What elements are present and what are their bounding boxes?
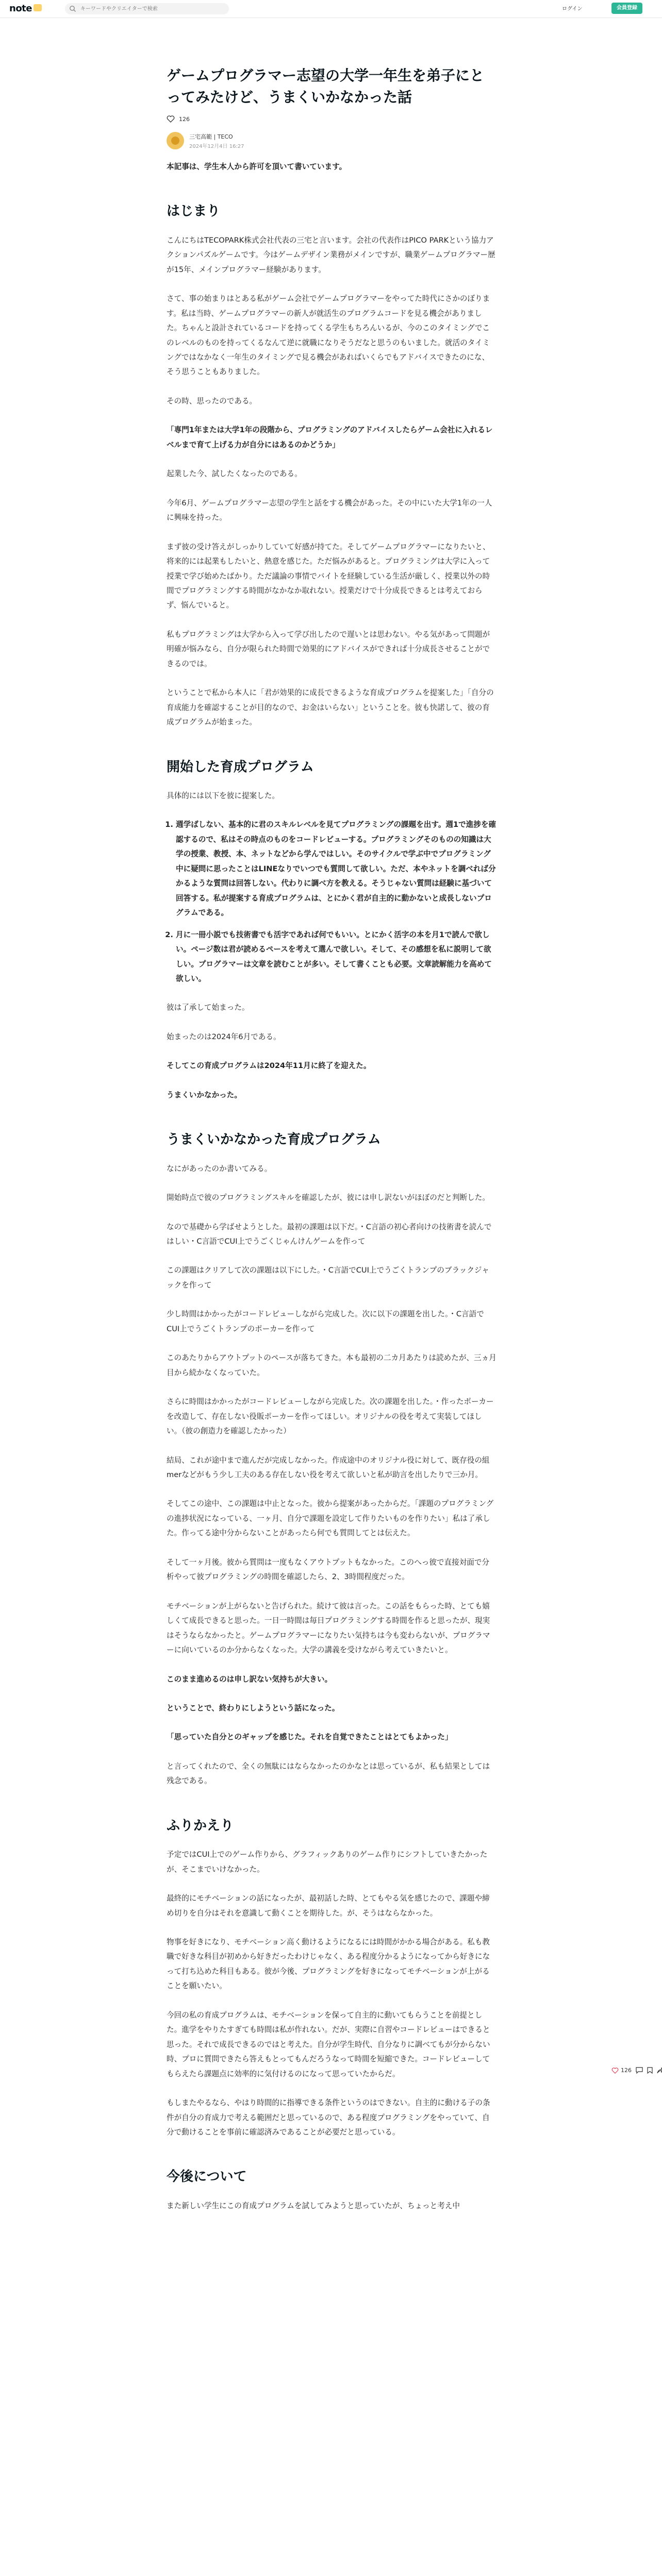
mascot-icon <box>34 4 42 11</box>
emphasis-paragraph: 本記事は、学生本人から許可を頂いて書いています。 <box>167 162 347 171</box>
search-box[interactable] <box>65 3 229 14</box>
paragraph: 起業した今、試したくなったのである。 <box>167 469 302 479</box>
paragraph: 具体的には以下を彼に提案した。 <box>167 791 279 801</box>
section-heading: 開始した育成プログラム <box>167 759 314 775</box>
publish-date: 2024年12月4日 16:27 <box>189 143 244 149</box>
paragraph: この課題はクリアして次の課題は以下にした。・C言語でCUI上でうごくトランプのブラックジャックを作って <box>167 1266 489 1290</box>
paragraph: 私もプログラミングは大学から入って学び出したので遅いとは思わない。やる気があって問題が明確が悩みなら、自分が限られた時間で効果的にアドバイスができれば十分成長させることができるのでは。 <box>167 630 490 668</box>
paragraph: このあたりからアウトプットのペースが落ちてきた。本も最初の二カ月あたりは読めたが、三ヵ月目から続かなくなっていた。 <box>167 1353 496 1377</box>
floating-actions <box>611 2067 662 2074</box>
paragraph: 今年6月、ゲームプログラマー志望の学生と話をする機会があった。その中にいた大学1年の一人に興味を持った。 <box>167 498 492 522</box>
paragraph: こんにちはTECOPARK株式会社代表の三宅と言います。会社の代表作はPICO PARKという協力アクションパズルゲームです。今はゲームデザイン業務がメインですが、職業ゲームプログラマー歴が15年、メインプログラマー経験があります。 <box>167 235 495 274</box>
paragraph: 今回の私の育成プログラムは、モチベーションを保って自主的に動いてもらうことを前提とした。進学をやりたすぎても時間は私が作れない。だが、実際に自習やコードレビューはできると思った。それで成長できるのではと考えた。自分が学生時代、自分なりに調べてもが分からない時、プロに質問できたら答えもとってもんだろうなって時間を短縮できた。コードレビューしてもらえたら課題点に効率的に気付けるのになって思っていたからだ。 <box>167 2010 490 2078</box>
paragraph: なので基礎から学ばせようとした。最初の課題は以下だ。・C言語の初心者向けの技術書を読んではしい・C言語でCUI上でうごくじゃんけんゲームを作って <box>167 1222 492 1246</box>
paragraph: 始まったのは2024年6月である。 <box>167 1032 281 1041</box>
avatar[interactable] <box>167 132 184 149</box>
section-heading: はじまり <box>167 204 221 219</box>
like-count-value: 126 <box>179 115 190 123</box>
share-icon <box>657 2067 662 2074</box>
heart-icon <box>167 115 175 123</box>
float-like-count: 126 <box>621 2067 632 2074</box>
article-title: ゲームプログラマー志望の大学一年生を弟子にとってみたけど、うまくいかなかった話 <box>167 67 485 106</box>
bookmark-button[interactable] <box>647 2067 653 2074</box>
section-heading: 今後について <box>167 2169 247 2185</box>
paragraph: 少し時間はかかったがコードレビューしながら完成した。次に以下の課題を出した。・C言語でCUI上でうごくトランプのポーカーを作って <box>167 1310 484 1333</box>
article-body <box>167 160 496 2213</box>
list-item: 2. 月に一冊小説でも技術書でも活字であれば何でもいい。とにかく活字の本を月1で読んで欲しい。ページ数は君が読めるペースを考えて選んで欲しい。そして、その感想を私に説明して欲しい。プログラマーは文章を読むことが多い。そして書くことも必要。文章読解能力を高めて欲しい。 <box>176 928 496 987</box>
author-name[interactable]: 三宅高範 | TECO <box>189 133 233 140</box>
numbered-list <box>167 818 496 986</box>
article <box>167 65 496 2228</box>
heart-icon <box>611 2067 619 2074</box>
emphasis-paragraph: 「専門1年または大学1年の段階から、プログラミングのアドバイスしたらゲーム会社に入れるレベルまで育て上げる力が自分にはあるのかどうか」 <box>167 426 493 449</box>
emphasis-paragraph: うまくいかなかった。 <box>167 1090 242 1099</box>
paragraph: と言ってくれたので、全くの無駄にはならなかったのかなとは思っているが、私も結果としては残念である。 <box>167 1761 490 1786</box>
author-info[interactable] <box>167 132 496 149</box>
signup-button[interactable]: 会員登録 <box>611 3 642 14</box>
paragraph: そして一ヶ月後。彼から質問は一度もなくアウトプットもなかった。このへっ彼で直接対面で分析やって彼プログラミングの時間を確認したら、2、3時間程度だった。 <box>167 1557 490 1582</box>
comment-icon <box>636 2067 643 2074</box>
emphasis-paragraph: 「思っていた自分とのギャップを感じた。それを自覚できたことはとてもよかった」 <box>167 1733 453 1742</box>
emphasis-paragraph: ということで、終わりにしようという話になった。 <box>167 1703 340 1713</box>
paragraph: ということで私から本人に「君が効果的に成長できるような育成プログラムを提案した」「自分の育成能力を確認することが目的なので、お金はいらない」ということを。彼も快諾して、彼の育成プログラムが始まった。 <box>167 688 494 727</box>
paragraph: まず彼の受け答えがしっかりしていて好感が持てた。そしてゲームプログラマーになりたいと、将来的には起業もしたいと、熱意を感じた。ただ悩みがあると。プログラミングは大学に入って授業で学び始めたばかり。ただ議論の事情でバイトを経験している生活が厳しく、授業以外の時間でプログラミングする時間がなかなか取れない。授業だけで十分成長できるとは考えておらず、悩んでいると。 <box>167 542 490 610</box>
paragraph: なにがあったのか書いてみる。 <box>167 1164 272 1173</box>
paragraph: もしまたやるなら、やはり時間的に指導できる条件というのはできない。自主的に動ける子の条件が自分の育成力で考える範囲だと思っているので、ある程度プログラミングをやっていて、自分で動けることを事前に確認済みであることが必要だと思っている。 <box>167 2098 490 2137</box>
comment-button[interactable] <box>636 2067 643 2074</box>
paragraph: モチベーションが上がらないと告げられた。続けて彼は言った。この話をもらった時、とても嬉しくて成長できると思った。一日一時間は毎日プログラミングする時間を作ると思ったが、現実はそうならなかったと。ゲームプログラマーになりたい気持ちは今も変わらないが、プログラマーに向いているのか分からなくなった。大学の講義を受けながら考えていきたいと。 <box>167 1601 490 1655</box>
search-icon <box>69 5 76 12</box>
like-count[interactable] <box>167 115 496 123</box>
paragraph: 彼は了承して始まった。 <box>167 1003 250 1012</box>
paragraph: さらに時間はかかったがコードレビューしながら完成した。次の課題を出した。・作ったポーカーを改造して、存在しない役販ポーカーを作ってほしい。オリジナルの役を考えて実装してほしい。（彼の創造力を確認したかった） <box>167 1397 494 1436</box>
section-heading: うまくいかなかった育成プログラム <box>167 1132 381 1148</box>
float-like-button[interactable] <box>611 2067 632 2074</box>
paragraph: 最終的にモチベーションの話になったが、最初話した時、とてもやる気を感じたので、課題や締め切りを自分はそれを意識して動くことを期待した。が、そうはならなかった。 <box>167 1894 490 1918</box>
paragraph: さて、事の始まりはとある私がゲーム会社でゲームプログラマーをやってた時代にさかのぼります。私は当時、ゲームプログラマーの新人が就活生のプログラムコードを見る機会がありました。ちゃんと設計されているコードを持ってくる学生もちろんいるが、今のこのタイミングでこのレベルのものを持ってくるなんて逆に就職になりそうだなと思うのもいました。就活のタイミングではなかなく一年生のタイミングで見る機会があればいくらでもアドバイスできたのにな、そう思うこともありました。 <box>167 294 490 377</box>
paragraph: また新しい学生にこの育成プログラムを試してみようと思っていたが、ちょっと考え中 <box>167 2201 460 2210</box>
paragraph: その時、思ったのである。 <box>167 396 257 405</box>
note-logo[interactable]: note <box>9 3 42 14</box>
paragraph: そしてこの途中、この課題は中止となった。彼から提案があったからだ。「課題のプログラミングの進捗状況になっている、一ヶ月、自分で課題を設定して作りたいものを作りたい」私は了承した。作ってる途中分からないことがあったら何でも質問してとは伝えた。 <box>167 1499 494 1538</box>
login-link[interactable]: ログイン <box>562 6 583 12</box>
paragraph: 結局、これが途中まで進んだが完成しなかった。作成途中のオリジナル役に対して、既存役の組merなどがもう少し工夫のある存在しない役を考えて欲しいと私が助言を出したりで三か月。 <box>167 1455 490 1479</box>
share-button[interactable] <box>657 2067 662 2074</box>
emphasis-paragraph: そしてこの育成プログラムは2024年11月に終了を迎えた。 <box>167 1061 371 1071</box>
site-header <box>0 0 662 18</box>
bookmark-icon <box>647 2067 653 2074</box>
paragraph: 物事を好きになり、モチベーション高く動けるようになるには時間がかかる場合がある。私も教職で好きな科目が初めから好きだったわけじゃなく、ある程度分かるようになってから好きになって打ち込めた科目もある。彼が今後、プログラミングを好きになってモチベーションが上がることを願いたい。 <box>167 1938 490 1991</box>
paragraph: 開始時点で彼のプログラミングスキルを確認したが、彼には申し訳ないがほぼのだと判断した。 <box>167 1193 490 1202</box>
search-input[interactable] <box>79 6 226 12</box>
list-item: 1. 週学ばしない、基本的に君のスキルレベルを見てプログラミングの課題を出す。週1で進捗を確認するので、私はその時点のものをコードレビューする。プログラミングそのものの知識は大学の授業、教授、本、ネットなどから学んではしい。そのサイクルで学ぶ中でプログラミング中に疑問に思ったことはLINEなりでいつでも質問して欲しい。ただ、本やネットを調べれば分かるような質問は回答しない。代わりに調べ方を教える。そうじゃない質問は経験に基づいて回答する。私が提案する育成プログラムは、とにかく君が自主的に動かないと成長しないプログラムである。 <box>176 818 496 920</box>
section-heading: ふりかえり <box>167 1818 234 1834</box>
paragraph: 予定ではCUI上でのゲーム作りから、グラフィックありのゲーム作りにシフトしていきたかったが、そこまでいけなかった。 <box>167 1850 488 1874</box>
emphasis-paragraph: このまま進めるのは申し訳ない気持ちが大きい。 <box>167 1674 333 1684</box>
